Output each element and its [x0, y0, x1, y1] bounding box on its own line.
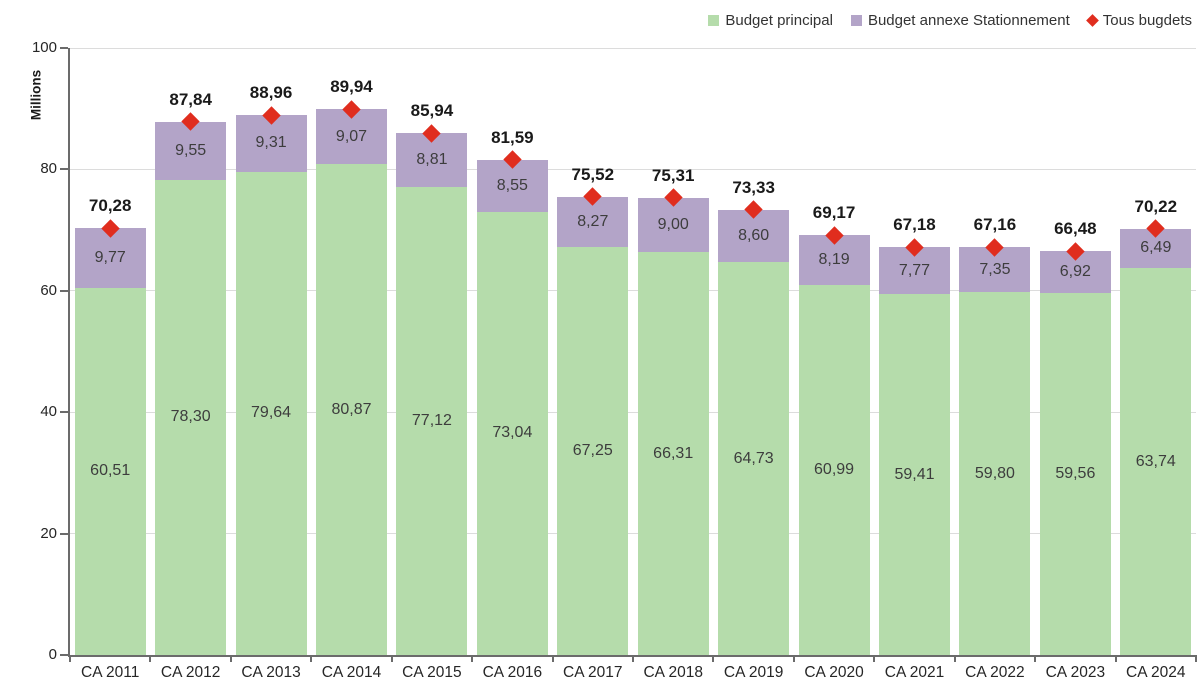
budget-principal-swatch-icon [708, 15, 719, 26]
x-category-label: CA 2016 [482, 664, 543, 681]
x-category-label: CA 2013 [241, 664, 301, 681]
y-tick-label: 0 [48, 646, 57, 663]
total-value-label: 88,96 [249, 83, 293, 102]
bar-value-label-principal: 59,80 [974, 464, 1015, 482]
x-axis-tick [712, 655, 714, 662]
y-axis-tick [60, 411, 68, 413]
bar-value-label-annexe: 9,07 [335, 127, 368, 145]
total-value-label: 66,48 [1054, 219, 1097, 239]
gridline [70, 48, 1196, 49]
total-value-label: 81,59 [491, 127, 534, 147]
bar-value-label-annexe: 6,49 [1140, 239, 1172, 257]
y-tick-label: 100 [31, 39, 57, 56]
x-axis-tick [149, 655, 151, 662]
bar-value-label-annexe: 8,55 [496, 176, 528, 194]
bar-value-label-principal: 78,30 [170, 408, 211, 426]
y-axis-tick [60, 168, 68, 170]
x-axis-tick [1195, 655, 1197, 662]
y-tick-label: 40 [40, 403, 57, 421]
x-category-label: CA 2015 [402, 664, 462, 681]
bar-value-label-annexe: 9,55 [175, 141, 207, 159]
total-value-label: 75,52 [571, 164, 615, 184]
x-axis-tick [391, 655, 393, 662]
bar-value-label-principal: 66,31 [653, 444, 694, 462]
x-category-label: CA 2019 [723, 664, 784, 681]
y-tick-label: 80 [40, 160, 57, 178]
x-axis-tick [552, 655, 554, 662]
legend-label: Budget annexe Stationnement [867, 12, 1070, 29]
x-category-label: CA 2020 [804, 664, 864, 681]
total-value-label: 85,94 [410, 101, 454, 121]
x-category-label: CA 2024 [1126, 664, 1186, 681]
legend-label: Budget principal [725, 12, 833, 29]
bar-value-label-annexe: 9,00 [657, 216, 689, 234]
bar-value-label-principal: 59,56 [1055, 465, 1096, 483]
bar-value-label-annexe: 8,27 [577, 212, 609, 230]
x-axis-tick [69, 655, 71, 662]
bar-value-label-principal: 60,51 [90, 462, 131, 480]
x-category-label: CA 2011 [81, 664, 140, 681]
x-category-label: CA 2014 [321, 664, 382, 681]
x-axis-tick [873, 655, 875, 662]
bar-value-label-principal: 80,87 [331, 400, 372, 418]
bar-value-label-principal: 63,74 [1135, 452, 1176, 470]
x-category-label: CA 2017 [563, 664, 623, 681]
total-value-label: 69,17 [812, 203, 856, 223]
x-category-label: CA 2012 [160, 664, 221, 681]
budget-annexe-swatch-icon [851, 15, 862, 26]
y-axis-tick [60, 654, 68, 656]
total-value-label: 73,33 [732, 177, 775, 197]
legend-label: Tous bugdets [1102, 12, 1192, 29]
y-axis-tick [60, 533, 68, 535]
x-category-label: CA 2023 [1045, 664, 1106, 681]
bar-value-label-annexe: 8,81 [416, 151, 448, 169]
bar-value-label-principal: 73,04 [492, 424, 533, 442]
bar-value-label-annexe: 6,92 [1059, 263, 1091, 281]
total-value-label: 89,94 [330, 77, 373, 97]
bar-value-label-annexe: 7,77 [898, 261, 931, 279]
x-category-label: CA 2018 [643, 664, 703, 681]
bar-value-label-annexe: 8,19 [818, 250, 850, 268]
total-value-label: 67,16 [973, 215, 1017, 235]
y-axis-tick [60, 290, 68, 292]
y-axis-tick [60, 47, 68, 49]
x-category-label: CA 2022 [965, 664, 1025, 681]
x-axis-tick [1115, 655, 1117, 662]
total-value-label: 70,28 [88, 196, 132, 216]
bar-value-label-annexe: 9,77 [94, 249, 126, 267]
bar-value-label-principal: 64,73 [733, 449, 774, 467]
bar-value-label-annexe: 8,60 [738, 226, 770, 244]
x-axis-tick [471, 655, 473, 662]
tous-budgets-diamond-icon [1086, 14, 1099, 27]
bar-value-label-principal: 59,41 [894, 465, 935, 483]
bar-value-label-annexe: 9,31 [255, 134, 287, 152]
y-tick-label: 60 [40, 281, 57, 299]
total-value-label: 67,18 [893, 215, 936, 235]
y-axis-title: Millions [28, 69, 44, 121]
legend-item-budget-annexe [851, 12, 1070, 29]
x-axis-tick [1034, 655, 1036, 662]
x-axis-tick [632, 655, 634, 662]
total-value-label: 70,22 [1134, 196, 1178, 216]
total-value-label: 75,31 [651, 165, 695, 185]
x-axis-tick [310, 655, 312, 662]
legend-item-budget-principal [708, 12, 833, 29]
x-axis-tick [230, 655, 232, 662]
legend-item-tous-budgets [1088, 12, 1192, 29]
bar-value-label-annexe: 7,35 [979, 260, 1011, 278]
bar-value-label-principal: 77,12 [411, 411, 452, 429]
bar-value-label-principal: 67,25 [572, 441, 613, 459]
total-value-label: 87,84 [169, 89, 212, 109]
y-tick-label: 20 [40, 524, 57, 542]
chart-legend [708, 12, 1192, 29]
bar-value-label-principal: 60,99 [814, 460, 855, 478]
y-axis-line [68, 48, 70, 655]
bar-value-label-principal: 79,64 [251, 404, 292, 422]
x-axis-tick [793, 655, 795, 662]
x-axis-tick [954, 655, 956, 662]
x-category-label: CA 2021 [884, 664, 945, 681]
